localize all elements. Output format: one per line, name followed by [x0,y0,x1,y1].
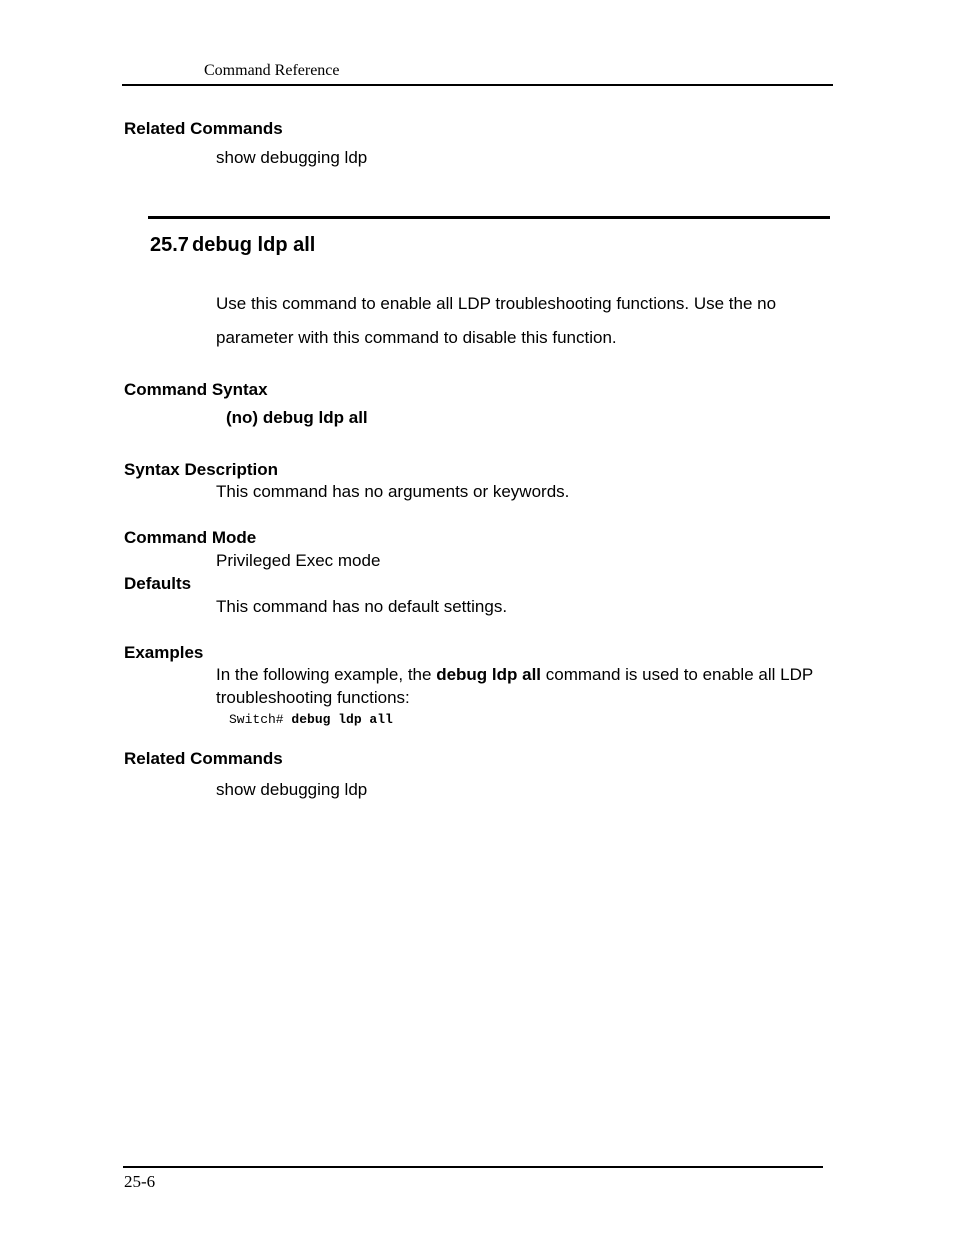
examples-intro-line1 [216,665,813,685]
related-command-item: show debugging ldp [216,148,368,167]
page-number: 25-6 [124,1172,156,1191]
examples-intro-line2: troubleshooting functions: [216,688,410,707]
related-command-item-2: show debugging ldp [216,780,368,799]
examples-intro-before: In the following example, the [216,665,437,684]
header-rule [122,84,833,86]
defaults-heading: Defaults [124,574,192,593]
related-commands-heading-2: Related Commands [124,749,283,768]
command-mode-text: Privileged Exec mode [216,551,381,570]
syntax-description-text: This command has no arguments or keywords. [216,482,570,501]
examples-heading: Examples [124,643,204,662]
footer-rule [123,1166,823,1168]
section-title-text: debug ldp all [192,234,316,256]
syntax-description-heading: Syntax Description [124,460,278,479]
examples-intro-command: debug ldp all [436,665,542,684]
examples-intro-after: command is used to enable all LDP [541,665,814,684]
example-prompt: Switch# [229,712,292,727]
defaults-text: This command has no default settings. [216,597,508,616]
section-number: 25.7 [150,234,189,256]
example-code [229,712,393,727]
command-mode-heading: Command Mode [124,528,257,547]
section-title [150,234,315,257]
related-commands-heading: Related Commands [124,119,283,138]
command-syntax-heading: Command Syntax [124,380,268,399]
section-description-line2: parameter with this command to disable this function. [216,328,617,347]
section-rule [148,216,830,219]
running-header: Command Reference [204,62,340,79]
section-description-line1: Use this command to enable all LDP troubleshooting functions. Use the no [216,294,777,313]
command-syntax-text: (no) debug ldp all [226,408,368,427]
example-command: debug ldp all [291,712,393,727]
